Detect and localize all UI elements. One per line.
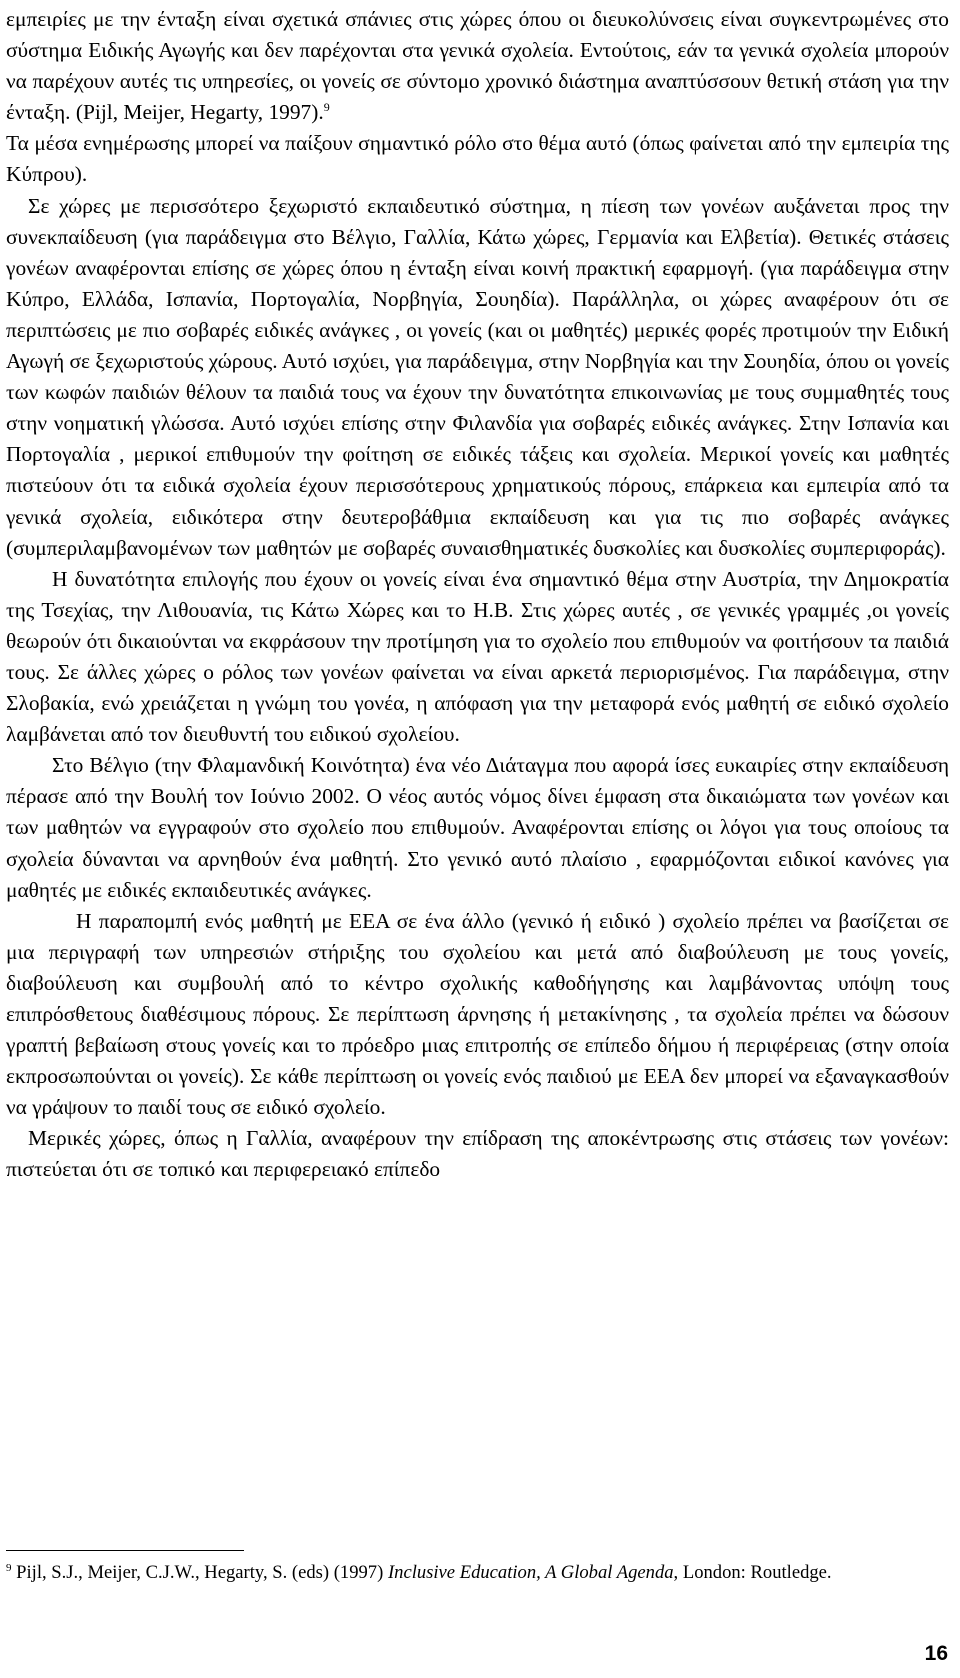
document-page (6, 4, 949, 1186)
footnote-book-title: Inclusive Education, A Global Agenda (387, 1562, 674, 1583)
paragraph-decentralisation: Μερικές χώρες, όπως η Γαλλία, αναφέρουν την επίδραση της αποκέντρωσης στις στάσεις των γονέων: πιστεύεται ότι σε τοπικό και περιφερειακό επίπεδο (6, 1126, 949, 1182)
paragraph-parent-choice: Η δυνατότητα επιλογής που έχουν οι γονείς είναι ένα σημαντικό θέμα στην Αυστρία, την Δημοκρατία της Τσεχίας, την Λιθουανία, τις Κάτω Χώρες και το Η.Β. Στις χώρες αυτές , σε γενικές γραμμές ,οι γονείς θεωρούν ότι δικαιούνται να εκφράσουν την προτίμηση για το σχολείο που επιθυμούν να φοιτήσουν τα παιδιά τους. Σε άλλες χώρες ο ρόλος των γονέων φαίνεται να είναι αρκετά περιορισμένος. Για παράδειγμα, στην Σλοβακία, ενώ χρειάζεται η γνώμη του γονέα, η απόφαση για την μεταφορά ενός μαθητή σε ειδικό σχολείο λαμβάνεται από τον διευθυντή του ειδικού σχολείου. (6, 566, 949, 747)
footnote-reference: 9 (323, 100, 330, 115)
paragraph-continuation (6, 4, 949, 128)
footnote-publisher: , London: Routledge. (673, 1562, 832, 1583)
paragraph-text: εμπειρίες με την ένταξη είναι σχετικά σπάνιες στις χώρες όπου οι διευκολύνσεις είναι συγκεντρωμένες στο σύστημα Ειδικής Αγωγής και δεν παρέχονται στα γενικά σχολεία. Εντούτοις, εάν τα γενικά σχολεία μπορούν να παρέχουν αυτές τις υπηρεσίες, οι γονείς σε σύντομο χρονικό διάστημα αναπτύσσουν θετική στάση για την ένταξη. (Pijl, Meijer, Hegarty, 1997). (6, 7, 949, 125)
page-number: 16 (924, 1642, 948, 1665)
footnote-marker: 9 (6, 1561, 12, 1574)
paragraph-referral: Η παραπομπή ενός μαθητή με ΕΕΑ σε ένα άλλο (γενικό ή ειδικό ) σχολείο πρέπει να βασίζεται σε μια περιγραφή των υπηρεσιών στήριξης του σχολείου και μετά από διαβούλευση με τους γονείς, διαβούλευση και συμβουλή από το κέντρο σχολικής καθοδήγησης και λαμβάνοντας υπόψη τους επιπρόσθετους διαθέσιμους πόρους. Σε περίπτωση άρνησης ή μετακίνησης , τα σχολεία πρέπει να δώσουν γραπτή βεβαίωση στους γονείς και το πρόεδρο μιας επιτροπής σε επίπεδο δήμου ή περιφέρειας (στην οποία εκπροσωπούνται οι γονείς). Σε κάθε περίπτωση οι γονείς ενός παιδιού με ΕΕΑ δεν μπορεί να εξαναγκασθούν να γράψουν το παιδί τους σε ειδικό σχολείο. (6, 908, 949, 1120)
footnote-separator (6, 1550, 244, 1551)
paragraph-separate-systems: Σε χώρες με περισσότερο ξεχωριστό εκπαιδευτικό σύστημα, η πίεση των γονέων αυξάνεται προς την συνεκπαίδευση (για παράδειγμα στο Βέλγιο, Γαλλία, Κάτω χώρες, Γερμανία και Ελβετία). Θετικές στάσεις γονέων αναφέρονται επίσης σε χώρες όπου η ένταξη είναι κοινή πρακτική εφαρμογή. (για παράδειγμα στην Κύπρο, Ελλάδα, Ισπανία, Πορτογαλία, Νορβηγία, Σουηδία). Παράλληλα, οι χώρες αναφέρουν ότι σε περιπτώσεις με πιο σοβαρές ειδικές ανάγκες , οι γονείς (και οι μαθητές) μερικές φορές προτιμούν την Ειδική Αγωγή σε ξεχωριστούς χώρους. Αυτό ισχύει, για παράδειγμα, στην Νορβηγία και την Σουηδία, όπου οι γονείς των κωφών παιδιών θέλουν τα παιδιά τους να έχουν την δυνατότητα επικοινωνίας με τους συμμαθητές τους στην νοηματική γλώσσα. Αυτό ισχύει επίσης στην Φιλανδία για σοβαρές ειδικές ανάγκες. Στην Ισπανία και Πορτογαλία , μερικοί επιθυμούν την φοίτηση σε ειδικές τάξεις και σχολεία. Μερικοί γονείς και μαθητές πιστεύουν ότι τα ειδικά σχολεία έχουν περισσότερους χρηματικούς πόρους, επάρκεια και εμπειρία από τα γενικά σχολεία, ειδικότερα στην δευτεροβάθμια εκπαίδευση και για τις πιο σοβαρές ανάγκες (συμπεριλαμβανομένων των μαθητών με σοβαρές συναισθηματικές δυσκολίες και δυσκολίες συμπεριφοράς). (6, 193, 949, 560)
main-body-text (6, 4, 949, 1186)
paragraph-media: Τα μέσα ενημέρωσης μπορεί να παίξουν σημαντικό ρόλο στο θέμα αυτό (όπως φαίνεται από την εμπειρία της Κύπρου). (6, 131, 949, 187)
footnote (6, 1560, 947, 1585)
footnote-citation-text: Pijl, S.J., Meijer, C.J.W., Hegarty, S. (eds) (1997) (11, 1562, 388, 1583)
paragraph-belgium-decree: Στο Βέλγιο (την Φλαμανδική Κοινότητα) ένα νέο Διάταγμα που αφορά ίσες ευκαιρίες στην εκπαίδευση πέρασε από την Βουλή τον Ιούνιο 2002. Ο νέος αυτός νόμος δίνει έμφαση στα δικαιώματα των γονέων και των μαθητών να εγγραφούν στο σχολείο που επιθυμούν. Αναφέρονται επίσης οι λόγοι για τους οποίους τα σχολεία δύνανται να αρνηθούν ένα μαθητή. Στο γενικό αυτό πλαίσιο , εφαρμόζονται ειδικοί κανόνες για μαθητές με ειδικές εκπαιδευτικές ανάγκες. (6, 753, 949, 902)
